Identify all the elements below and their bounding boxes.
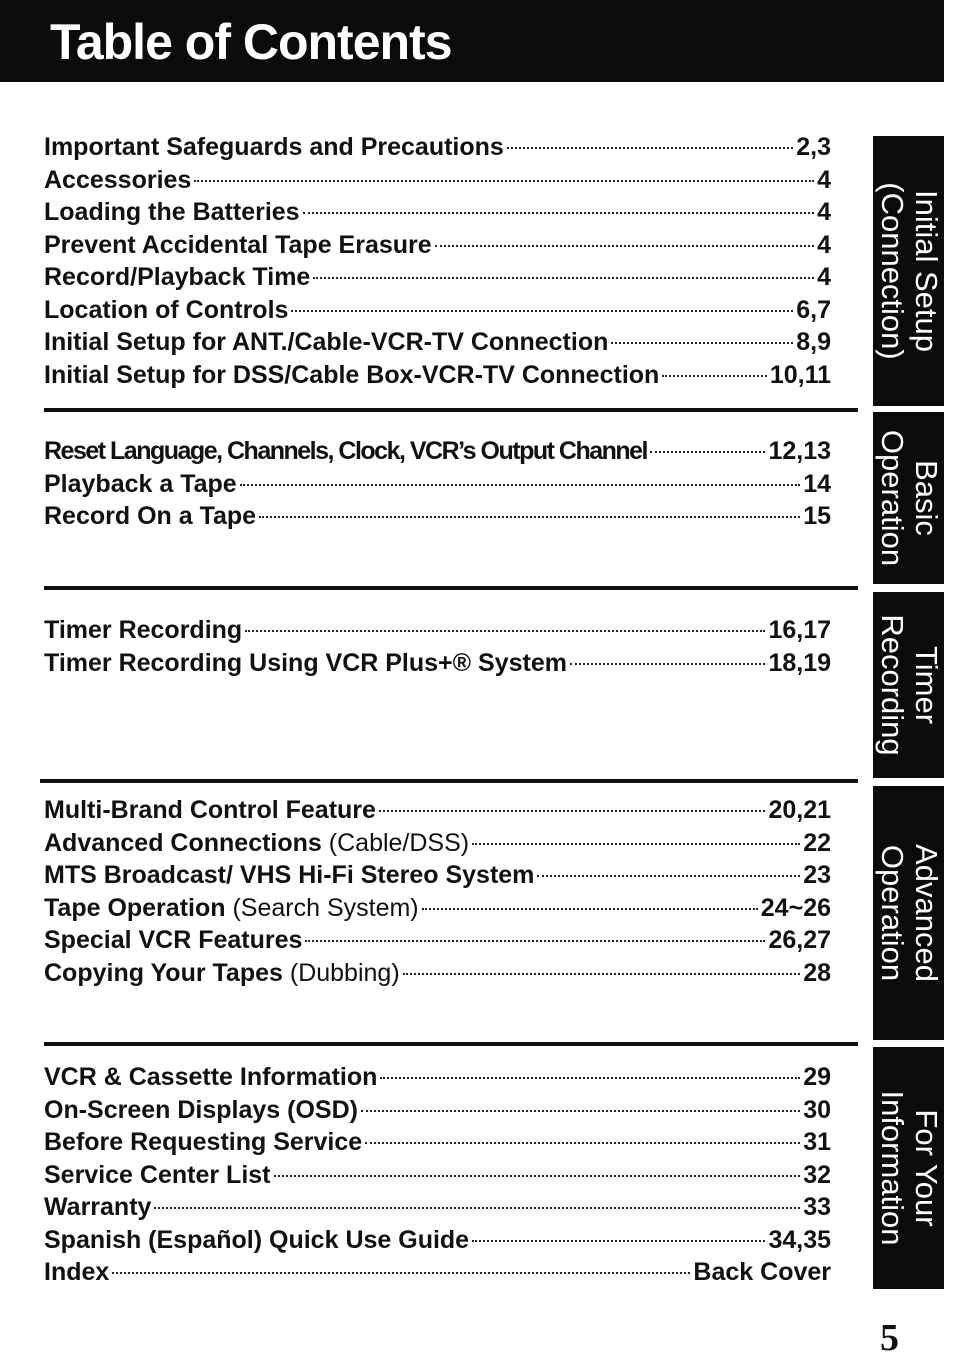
tab-for-your-information[interactable] bbox=[873, 1047, 944, 1289]
toc-entry[interactable] bbox=[44, 1191, 831, 1224]
tab-label bbox=[875, 844, 943, 982]
dot-leader bbox=[194, 180, 814, 182]
toc-entry-label: Warranty bbox=[44, 1193, 152, 1221]
toc-entry-note: (Search System) bbox=[232, 893, 419, 922]
toc-entry-label: Multi-Brand Control Feature bbox=[44, 796, 376, 824]
dot-leader bbox=[422, 908, 758, 910]
dot-leader bbox=[365, 1142, 800, 1144]
toc-entry-page: 22 bbox=[803, 828, 831, 857]
tab-label bbox=[875, 430, 943, 566]
toc-entry-note: (Cable/DSS) bbox=[328, 828, 470, 857]
toc-section-basic-operation bbox=[44, 435, 831, 533]
toc-entry-page: 23 bbox=[803, 861, 831, 889]
toc-section-advanced-operation bbox=[44, 794, 831, 989]
toc-entry[interactable] bbox=[44, 1256, 831, 1289]
toc-entry[interactable] bbox=[44, 326, 831, 359]
toc-entry-label: VCR & Cassette Information bbox=[44, 1063, 378, 1091]
toc-entry-label: Index bbox=[44, 1258, 110, 1286]
toc-entry[interactable] bbox=[44, 500, 831, 533]
toc-entry[interactable] bbox=[44, 614, 831, 647]
toc-entry-label: Important Safeguards and Precautions bbox=[44, 133, 504, 161]
toc-entry-page: 28 bbox=[803, 958, 831, 987]
tab-label-line: (Connection) bbox=[874, 182, 910, 360]
toc-entry-label: Loading the Batteries bbox=[44, 198, 300, 226]
tab-basic-operation[interactable] bbox=[873, 412, 944, 584]
tab-label-line: Operation bbox=[874, 429, 910, 567]
toc-section-initial-setup bbox=[44, 131, 831, 391]
toc-entry-label: Record On a Tape bbox=[44, 502, 257, 530]
dot-leader bbox=[570, 663, 765, 665]
toc-entry[interactable] bbox=[44, 196, 831, 229]
toc-entry-label: Before Requesting Service bbox=[44, 1128, 363, 1156]
toc-entry[interactable] bbox=[44, 359, 831, 392]
dot-leader bbox=[472, 843, 800, 845]
toc-entry[interactable] bbox=[44, 647, 831, 680]
section-divider bbox=[44, 1042, 858, 1046]
toc-entry-label: Service Center List bbox=[44, 1160, 271, 1189]
toc-entry[interactable] bbox=[44, 294, 831, 327]
toc-entry-label bbox=[44, 892, 419, 924]
tab-label-line: Information bbox=[874, 1090, 910, 1246]
section-divider bbox=[44, 586, 858, 590]
title-bar bbox=[0, 0, 944, 82]
toc-entry[interactable] bbox=[44, 794, 831, 827]
tab-label-line: Recording bbox=[874, 614, 910, 756]
toc-entry[interactable] bbox=[44, 1224, 831, 1257]
toc-entry[interactable] bbox=[44, 827, 831, 860]
toc-entry-label bbox=[44, 957, 400, 989]
toc-entry-page: 4 bbox=[817, 230, 831, 259]
toc-entry[interactable] bbox=[44, 164, 831, 197]
dot-leader bbox=[112, 1272, 690, 1274]
dot-leader bbox=[274, 1175, 801, 1177]
dot-leader bbox=[291, 310, 793, 312]
tab-label bbox=[875, 1090, 943, 1245]
toc-entry[interactable] bbox=[44, 1126, 831, 1159]
toc-entry-page: 14 bbox=[803, 469, 831, 498]
toc-entry-page: 30 bbox=[803, 1095, 831, 1124]
toc-entry-label: Timer Recording bbox=[44, 616, 243, 644]
page-title: Table of Contents bbox=[50, 14, 452, 70]
toc-entry-page: 33 bbox=[803, 1193, 831, 1221]
toc-entry-title: Copying Your Tapes bbox=[44, 958, 283, 987]
toc-entry-page: 26,27 bbox=[768, 926, 831, 954]
tab-label-line: Advanced bbox=[908, 844, 944, 982]
toc-entry[interactable] bbox=[44, 435, 831, 468]
section-divider bbox=[44, 408, 858, 412]
toc-entry-page: 6,7 bbox=[796, 295, 831, 324]
toc-entry-title: Tape Operation bbox=[44, 893, 226, 922]
toc-entry-label: Prevent Accidental Tape Erasure bbox=[44, 230, 432, 259]
tab-label-line: Operation bbox=[874, 844, 910, 982]
dot-leader bbox=[611, 342, 793, 344]
dot-leader bbox=[240, 484, 800, 486]
toc-entry[interactable] bbox=[44, 1159, 831, 1192]
dot-leader bbox=[380, 1077, 800, 1079]
tab-timer-recording[interactable] bbox=[873, 592, 944, 778]
toc-section-timer-recording bbox=[44, 614, 831, 679]
toc-entry-label: Reset Language, Channels, Clock, VCR’s Output Channel bbox=[44, 437, 648, 465]
toc-entry-page: Back Cover bbox=[693, 1258, 831, 1286]
toc-entry-label bbox=[44, 827, 469, 859]
tab-label bbox=[875, 182, 943, 359]
tab-label-line: Basic bbox=[908, 460, 944, 536]
toc-entry-page: 24~26 bbox=[760, 893, 831, 922]
dot-leader bbox=[305, 940, 765, 942]
toc-entry-page: 4 bbox=[817, 165, 831, 194]
toc-entry-title: Advanced Connections bbox=[44, 828, 322, 857]
toc-entry-label: Playback a Tape bbox=[44, 469, 237, 498]
toc-entry[interactable] bbox=[44, 892, 831, 925]
toc-entry[interactable] bbox=[44, 859, 831, 892]
toc-entry-page: 16,17 bbox=[768, 616, 831, 644]
toc-entry-label: Timer Recording Using VCR Plus+® System bbox=[44, 648, 567, 677]
toc-entry-label: Record/Playback Time bbox=[44, 263, 311, 291]
toc-entry[interactable] bbox=[44, 1094, 831, 1127]
dot-leader bbox=[435, 245, 814, 247]
toc-entry-page: 29 bbox=[803, 1063, 831, 1091]
toc-entry[interactable] bbox=[44, 468, 831, 501]
toc-entry-label: Initial Setup for DSS/Cable Box-VCR-TV Connection bbox=[44, 360, 660, 389]
dot-leader bbox=[303, 212, 815, 214]
tab-label-line: For Your bbox=[908, 1109, 944, 1227]
toc-entry-page: 8,9 bbox=[796, 328, 831, 356]
dot-leader bbox=[154, 1207, 800, 1209]
toc-entry[interactable] bbox=[44, 131, 831, 164]
dot-leader bbox=[379, 810, 766, 812]
toc-section-for-your-information bbox=[44, 1061, 831, 1289]
dot-leader bbox=[650, 451, 765, 453]
toc-entry-label: Special VCR Features bbox=[44, 926, 303, 954]
toc-entry[interactable] bbox=[44, 1061, 831, 1094]
toc-entry[interactable] bbox=[44, 261, 831, 294]
toc-entry-page: 2,3 bbox=[796, 133, 831, 161]
dot-leader bbox=[662, 375, 767, 377]
dot-leader bbox=[245, 630, 765, 632]
toc-entry-label: Accessories bbox=[44, 165, 192, 194]
tab-label bbox=[875, 614, 943, 755]
toc-entry-page: 20,21 bbox=[768, 796, 831, 824]
tab-initial-setup[interactable] bbox=[873, 136, 944, 406]
tab-label-line: Timer bbox=[908, 645, 944, 725]
dot-leader bbox=[403, 973, 801, 975]
page-number: 5 bbox=[880, 1317, 899, 1359]
toc-entry-page: 10,11 bbox=[769, 360, 831, 389]
section-divider bbox=[40, 779, 858, 783]
toc-entry[interactable] bbox=[44, 229, 831, 262]
toc-entry-page: 15 bbox=[803, 502, 831, 530]
dot-leader bbox=[361, 1110, 800, 1112]
toc-entry-page: 12,13 bbox=[768, 437, 831, 465]
toc-entry-page: 32 bbox=[803, 1160, 831, 1189]
toc-entry-page: 31 bbox=[803, 1128, 831, 1156]
toc-entry-label: Location of Controls bbox=[44, 295, 289, 324]
toc-entry[interactable] bbox=[44, 957, 831, 990]
toc-entry-label: Spanish (Español) Quick Use Guide bbox=[44, 1225, 470, 1254]
tab-label-line: Initial Setup bbox=[908, 189, 944, 352]
dot-leader bbox=[313, 277, 814, 279]
tab-advanced-operation[interactable] bbox=[873, 786, 944, 1040]
toc-entry-label: On-Screen Displays (OSD) bbox=[44, 1095, 358, 1124]
toc-entry[interactable] bbox=[44, 924, 831, 957]
dot-leader bbox=[259, 516, 800, 518]
toc-entry-note: (Dubbing) bbox=[289, 958, 400, 987]
toc-entry-label: MTS Broadcast/ VHS Hi-Fi Stereo System bbox=[44, 861, 535, 889]
toc-entry-page: 4 bbox=[817, 198, 831, 226]
toc-entry-page: 4 bbox=[817, 263, 831, 291]
toc-entry-page: 34,35 bbox=[768, 1225, 831, 1254]
dot-leader bbox=[507, 147, 793, 149]
dot-leader bbox=[537, 875, 800, 877]
dot-leader bbox=[472, 1240, 765, 1242]
toc-entry-page: 18,19 bbox=[768, 648, 831, 677]
toc-entry-label: Initial Setup for ANT./Cable-VCR-TV Connection bbox=[44, 328, 609, 356]
